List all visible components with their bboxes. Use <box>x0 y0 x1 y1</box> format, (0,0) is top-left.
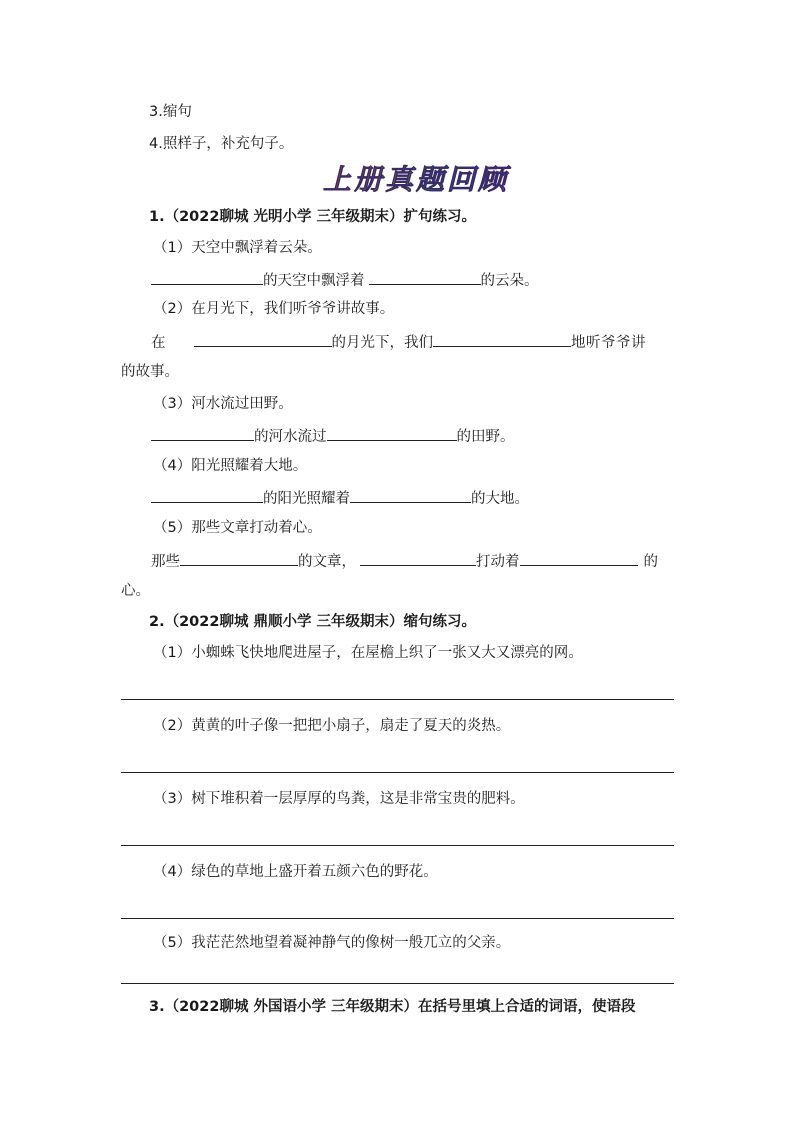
answer-blank[interactable] <box>350 487 471 503</box>
q1-s3-fill <box>151 425 515 447</box>
answer-blank[interactable] <box>327 425 457 441</box>
intro-item-3: 3.缩句 <box>149 104 192 120</box>
banner-title: 上册真题回顾 <box>318 160 514 200</box>
q1-s5-fill <box>151 550 658 572</box>
fill-text: 在 <box>151 335 166 351</box>
fill-text: 的云朵。 <box>480 273 539 289</box>
answer-blank[interactable] <box>151 269 263 285</box>
fill-text: 那些 <box>151 554 180 570</box>
q1-s5-fill-cont: 心。 <box>121 583 150 599</box>
q1-s2-fill <box>151 331 646 353</box>
section-banner <box>318 160 514 200</box>
fill-text: 的文章， <box>298 554 356 570</box>
fill-text: 的河水流过 <box>254 429 327 445</box>
answer-blank[interactable] <box>520 550 638 566</box>
fill-text: 的田野。 <box>456 429 515 445</box>
answer-line[interactable] <box>121 772 674 773</box>
q2-s1-prompt: （1）小蜘蛛飞快地爬进屋子，在屋檐上织了一张又大又漂亮的网。 <box>153 645 583 661</box>
q2-s4-prompt: （4）绿色的草地上盛开着五颜六色的野花。 <box>153 864 438 880</box>
fill-text: 的 <box>643 554 658 570</box>
answer-blank[interactable] <box>360 550 476 566</box>
fill-text: 的月光下，我们 <box>331 335 433 351</box>
q1-header: 1.（2022聊城 光明小学 三年级期末）扩句练习。 <box>149 209 477 225</box>
q1-s2-fill-cont: 的故事。 <box>121 364 179 380</box>
answer-blank[interactable] <box>369 269 481 285</box>
answer-blank[interactable] <box>433 331 571 347</box>
q1-s3-prompt: （3）河水流过田野。 <box>153 396 293 412</box>
q1-s5-prompt: （5）那些文章打动着心。 <box>153 520 322 536</box>
q3-header: 3.（2022聊城 外国语小学 三年级期末）在括号里填上合适的词语，使语段 <box>149 999 636 1015</box>
q2-s2-prompt: （2）黄黄的叶子像一把把小扇子，扇走了夏天的炎热。 <box>153 718 511 734</box>
answer-blank[interactable] <box>151 487 263 503</box>
q1-s1-fill <box>151 269 539 291</box>
q2-s5-prompt: （5）我茫茫然地望着凝神静气的像树一般兀立的父亲。 <box>153 935 511 951</box>
q2-header: 2.（2022聊城 鼎顺小学 三年级期末）缩句练习。 <box>149 614 477 630</box>
intro-item-4: 4.照样子，补充句子。 <box>149 136 294 152</box>
answer-blank[interactable] <box>180 550 298 566</box>
q2-s3-prompt: （3）树下堆积着一层厚厚的鸟粪，这是非常宝贵的肥料。 <box>153 791 525 807</box>
fill-text: 地听爷爷讲 <box>571 335 646 351</box>
answer-line[interactable] <box>121 983 674 984</box>
answer-line[interactable] <box>121 699 674 700</box>
fill-text: 的大地。 <box>471 491 529 507</box>
fill-text: 的阳光照耀着 <box>263 491 350 507</box>
fill-text: 打动着 <box>476 554 520 570</box>
q1-s2-prompt: （2）在月光下，我们听爷爷讲故事。 <box>153 301 395 317</box>
q1-s1-prompt: （1）天空中飘浮着云朵。 <box>153 240 322 256</box>
fill-text: 的天空中飘浮着 <box>263 273 365 289</box>
answer-blank[interactable] <box>151 425 254 441</box>
answer-blank[interactable] <box>194 331 332 347</box>
answer-line[interactable] <box>121 918 674 919</box>
answer-line[interactable] <box>121 845 674 846</box>
q1-s4-fill <box>151 487 529 509</box>
q1-s4-prompt: （4）阳光照耀着大地。 <box>153 458 308 474</box>
